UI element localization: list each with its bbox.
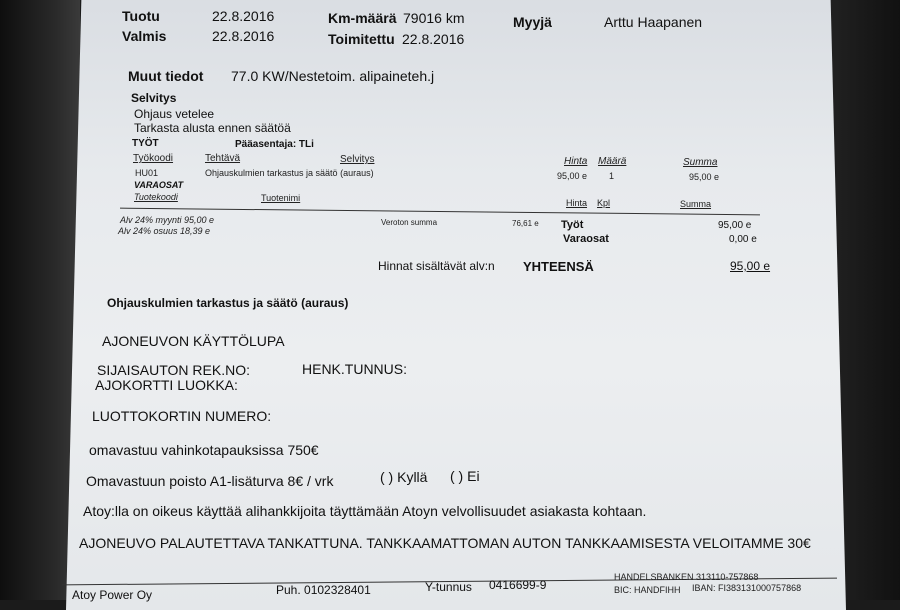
body-heading: Ohjauskulmien tarkastus ja säätö (auraus) — [107, 296, 349, 310]
alv-note: Hinnat sisältävät alv:n — [378, 259, 495, 273]
varaosat-total-label: Varaosat — [563, 233, 609, 245]
col-tuotekoodi: Tuotekoodi — [134, 192, 178, 202]
parts-col-hinta: Hinta — [566, 198, 588, 208]
myyja-label: Myyjä — [513, 14, 552, 30]
col-tehtava: Tehtävä — [205, 153, 241, 164]
col-tyokoodi: Työkoodi — [133, 153, 174, 164]
footer-bank: HANDELSBANKEN 313110-757868 — [614, 572, 759, 582]
tyot-total-value: 95,00 e — [718, 220, 752, 231]
alv-osuus: Alv 24% osuus 18,39 e — [118, 226, 211, 236]
luottokortti: LUOTTOKORTIN NUMERO: — [92, 408, 272, 424]
row-qty: 1 — [609, 171, 615, 181]
alv-myynti: Alv 24% myynti 95,00 e — [120, 215, 215, 225]
henk-tunnus: HENK.TUNNUS: — [302, 361, 408, 377]
footer-company: Atoy Power Oy — [72, 588, 153, 602]
varaosat-label: VARAOSAT — [134, 180, 184, 190]
veroton-value: 76,61 e — [512, 219, 539, 228]
omavastuu: omavastuu vahinkotapauksissa 750€ — [89, 442, 319, 458]
col-tuotenimi: Tuotenimi — [261, 193, 301, 203]
yhteensa-value: 95,00 e — [730, 259, 771, 273]
tuotu-value: 22.8.2016 — [212, 8, 275, 24]
sijaisauto: SIJAISAUTON REK.NO: — [97, 362, 250, 378]
km-value: 79016 km — [403, 10, 465, 26]
col-summa: Summa — [683, 157, 718, 168]
row-sum: 95,00 e — [689, 172, 720, 182]
selvitys-line1: Ohjaus vetelee — [134, 107, 215, 121]
omavastuu-poisto: Omavastuun poisto A1-lisäturva 8€ / vrk — [86, 473, 334, 489]
muut-label: Muut tiedot — [128, 68, 204, 84]
row-code: HU01 — [135, 168, 159, 178]
valmis-value: 22.8.2016 — [212, 28, 275, 44]
row-task: Ohjauskulmien tarkastus ja säätö (auraus) — [205, 168, 374, 178]
tankkaus-text: AJONEUVO PALAUTETTAVA TANKATTUNA. TANKKAAMATTOMAN AUTON TANKKAAMISESTA VELOITAMME 30€ — [79, 535, 811, 551]
muut-value: 77.0 KW/Nestetoim. alipaineteh.j — [231, 68, 435, 84]
col-maara: Määrä — [598, 156, 627, 167]
footer-iban: IBAN: FI3831310007578​68 — [692, 583, 802, 593]
background-left — [0, 0, 80, 600]
valmis-label: Valmis — [122, 28, 167, 44]
parts-col-kpl: Kpl — [597, 198, 611, 208]
yhteensa-label: YHTEENSÄ — [523, 259, 594, 274]
row-price: 95,00 e — [557, 171, 588, 181]
oikeus-text: Atoy:lla on oikeus käyttää alihankkijoita täyttämään Atoyn velvollisuudet asiakasta kohtaan. — [83, 503, 647, 519]
ajokortti: AJOKORTTI LUOKKA: — [95, 377, 238, 393]
toimitettu-label: Toimitettu — [328, 31, 395, 47]
ei-option: ( ) Ei — [450, 468, 480, 484]
km-label: Km-määrä — [328, 10, 397, 26]
parts-col-summa: Summa — [680, 199, 712, 209]
kayttolupa: AJONEUVON KÄYTTÖLUPA — [102, 333, 285, 349]
tyot-total-label: Työt — [561, 219, 584, 231]
selvitys-label: Selvitys — [131, 91, 177, 105]
veroton-label: Veroton summa — [381, 218, 438, 227]
col-hinta: Hinta — [564, 156, 588, 167]
col-selvitys: Selvitys — [340, 154, 375, 165]
tuotu-label: Tuotu — [122, 8, 160, 24]
varaosat-total-value: 0,00 e — [729, 234, 757, 245]
footer-ytunnus-label: Y-tunnus — [425, 580, 472, 594]
kylla-option: ( ) Kyllä — [380, 469, 428, 485]
toimitettu-value: 22.8.2016 — [402, 31, 465, 47]
selvitys-line2: Tarkasta alusta ennen säätöä — [134, 121, 291, 135]
footer-ytunnus-value: 0416699-9 — [489, 578, 547, 592]
footer-bic: BIC: HANDFIHH — [614, 585, 681, 595]
tyot-label: TYÖT — [132, 138, 159, 149]
myyja-value: Arttu Haapanen — [604, 14, 703, 30]
paasentaja: Pääasentaja: TLi — [235, 139, 314, 150]
footer-phone: Puh. 0102328401 — [276, 583, 371, 597]
